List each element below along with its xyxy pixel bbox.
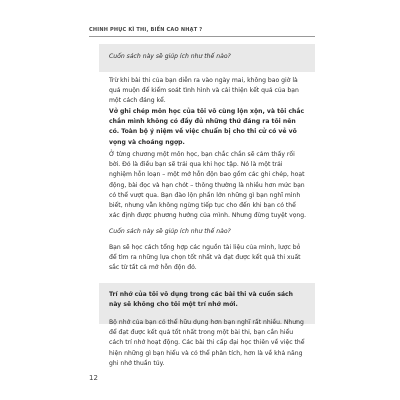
- running-header: CHINH PHỤC KÌ THI, BIẾN CAO NHẠT ?: [89, 27, 203, 33]
- paragraph-4: Bạn sẽ học cách tổng hợp các nguồn tài liệu của mình, lược bỏ để tìm ra những lựa chọn tốt nhất và đạt được kết quả thi xuất sắc từ tất cả mớ hỗn độn đó.: [109, 244, 301, 272]
- question-2: Cuốn sách này sẽ giúp ích như thế nào?: [109, 228, 231, 235]
- box-heading: Trí nhớ của tôi vô dụng trong các bài thi và cuốn sách này sẽ không cho tôi một trí nhớ mới.: [109, 291, 294, 309]
- paragraph-3: Ở từng chương một môn học, bạn chắc chắn sẽ cảm thấy rối bời. Đó là điều bạn sẽ trải qua khi học tập. Nó là một trải nghiệm hỗn loạn – một mớ hỗn độn bao gồm các ghi chép, hoạt động, bài đọc và hạn chót – thông thường là nhiều hơn mức bạn có thể vượt qua. Bạn đào lộn phần lớn những gì bạn nghĩ mình biết, nhưng vẫn không ngừng tiếp tục cho đến khi bạn có thể xác định được phương hướng của mình. Nhưng đừng tuyệt vọng.: [109, 151, 307, 220]
- paragraph-1: Trừ khi bài thi của bạn diễn ra vào ngày mai, không bao giờ là quá muộn để kiểm soát tình hình và cải thiện kết quả của bạn một cách đáng kể.: [109, 77, 299, 105]
- paragraph-5: Bộ nhớ của bạn có thể hữu dụng hơn bạn nghĩ rất nhiều. Nhưng để đạt được kết quả tốt nhất trong một bài thi, bạn cần hiểu cách trí nhớ hoạt động. Các bài thi cấp đại học thiên về việc thể hiện những gì bạn hiểu và có thể phân tích, hơn là về khả năng ghi nhớ thuần túy.: [109, 319, 305, 367]
- page-number: 12: [89, 374, 98, 382]
- paragraph-2-bold: Vở ghi chép môn học của tôi vô cùng lộn xộn, và tôi chắc chắn mình không có đầy đủ những thứ đáng ra tôi nên có. Toàn bộ ý niệm về việc chuẩn bị cho thi cử có vẻ vô vọng và choáng ngợp.: [109, 108, 305, 146]
- header-rule: [89, 36, 315, 37]
- box-question: Cuốn sách này sẽ giúp ích như thế nào?: [109, 53, 231, 60]
